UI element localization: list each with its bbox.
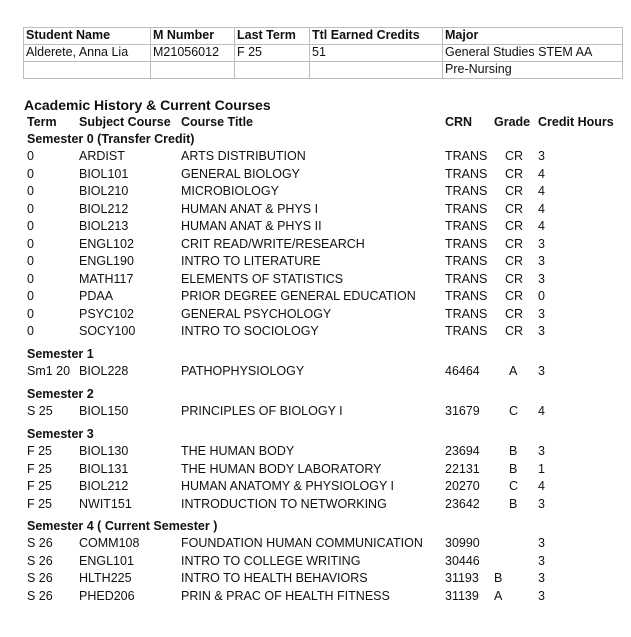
course-code: ARDIST	[79, 149, 125, 163]
col-student-name: Student Name	[26, 28, 111, 42]
course-credit-hours: 4	[538, 166, 545, 181]
course-row	[0, 167, 631, 184]
semester-heading: Semester 2	[27, 387, 94, 401]
course-term: 0	[27, 254, 34, 268]
col-subject-course: Subject Course	[79, 115, 171, 129]
course-grade: CR	[505, 271, 524, 286]
col-crn: CRN	[445, 115, 473, 129]
col-term: Term	[27, 115, 57, 129]
course-credit-hours: 3	[538, 536, 545, 550]
course-row	[0, 307, 631, 324]
course-grade: B	[494, 571, 503, 585]
course-crn: 23642	[445, 496, 480, 511]
last-term-value: F 25	[237, 45, 263, 59]
course-row	[0, 462, 631, 479]
course-title: HUMAN ANATOMY & PHYSIOLOGY I	[181, 479, 395, 493]
col-major: Major	[445, 28, 479, 42]
course-term: S 25	[27, 404, 53, 418]
course-row	[0, 554, 631, 571]
course-title: PRINCIPLES OF BIOLOGY I	[181, 404, 343, 418]
course-code: BIOL213	[79, 219, 129, 233]
course-title: FOUNDATION HUMAN COMMUNICATION	[181, 536, 423, 550]
course-credit-hours: 3	[538, 149, 545, 163]
course-term: 0	[27, 149, 34, 163]
course-credit-hours: 3	[538, 444, 545, 458]
course-crn: 23694	[445, 444, 480, 458]
ttl-credits-value: 51	[312, 45, 326, 59]
course-term: 0	[27, 306, 34, 321]
course-credit-hours: 0	[538, 289, 545, 303]
course-crn: TRANS	[445, 254, 488, 268]
course-term: F 25	[27, 496, 53, 511]
course-grade: CR	[505, 236, 524, 251]
course-grade: CR	[505, 166, 524, 181]
course-grade: CR	[505, 219, 524, 233]
course-crn: 30446	[445, 553, 480, 568]
course-code: PHED206	[79, 588, 135, 603]
course-crn: TRANS	[445, 289, 488, 303]
course-code: NWIT151	[79, 496, 132, 511]
course-term: S 26	[27, 571, 53, 585]
course-title: INTRO TO LITERATURE	[181, 254, 321, 268]
course-grade: CR	[505, 289, 524, 303]
course-row	[0, 254, 631, 271]
course-crn: 31139	[445, 588, 479, 603]
course-code: MATH117	[79, 271, 134, 286]
course-term: Sm1 20	[27, 364, 71, 378]
m-number-value: M21056012	[153, 45, 220, 59]
course-row	[0, 364, 631, 381]
course-credit-hours: 3	[538, 254, 545, 268]
course-code: PSYC102	[79, 306, 134, 321]
course-row	[0, 219, 631, 236]
course-code: BIOL228	[79, 364, 129, 378]
course-crn: TRANS	[445, 166, 488, 181]
course-crn: TRANS	[445, 201, 488, 216]
course-title: CRIT READ/WRITE/RESEARCH	[181, 236, 365, 251]
semester-heading: Semester 4 ( Current Semester )	[27, 519, 218, 533]
course-grade: C	[509, 479, 519, 493]
course-title: ARTS DISTRIBUTION	[181, 149, 306, 163]
course-crn: TRANS	[445, 149, 488, 163]
course-grade: A	[494, 588, 503, 603]
course-row	[0, 536, 631, 553]
course-row	[0, 444, 631, 461]
course-row	[0, 202, 631, 219]
course-row	[0, 497, 631, 514]
course-code: BIOL212	[79, 201, 129, 216]
course-crn: TRANS	[445, 271, 488, 286]
course-credit-hours: 3	[538, 236, 545, 251]
course-grade: CR	[505, 254, 524, 268]
course-crn: TRANS	[445, 219, 488, 233]
course-credit-hours: 3	[538, 306, 545, 321]
course-term: 0	[27, 219, 34, 233]
course-crn: TRANS	[445, 324, 488, 338]
course-code: ENGL101	[79, 553, 134, 568]
course-crn: TRANS	[445, 306, 488, 321]
course-term: F 25	[27, 461, 53, 476]
course-credit-hours: 4	[538, 184, 545, 198]
course-credit-hours: 3	[538, 364, 545, 378]
course-code: BIOL130	[79, 444, 129, 458]
course-row	[0, 237, 631, 254]
major-value-secondary: Pre-Nursing	[445, 62, 512, 76]
course-grade: C	[509, 404, 519, 418]
course-code: HLTH225	[79, 571, 132, 585]
course-term: F 25	[27, 479, 53, 493]
course-row	[0, 289, 631, 306]
course-row	[0, 589, 631, 606]
course-row	[0, 184, 631, 201]
course-code: SOCY100	[79, 324, 136, 338]
course-term: 0	[27, 184, 34, 198]
course-title: ELEMENTS OF STATISTICS	[181, 271, 344, 286]
course-crn: TRANS	[445, 236, 488, 251]
course-term: 0	[27, 236, 34, 251]
course-grade: CR	[505, 201, 524, 216]
course-grade: CR	[505, 324, 524, 338]
col-credit-hours: Credit Hours	[538, 115, 614, 129]
course-code: BIOL101	[79, 166, 129, 181]
course-grade: B	[509, 496, 518, 511]
course-crn: TRANS	[445, 184, 488, 198]
student-name-value: Alderete, Anna Lia	[26, 45, 129, 59]
course-title: INTRO TO HEALTH BEHAVIORS	[181, 571, 368, 585]
course-credit-hours: 3	[538, 324, 545, 338]
course-row	[0, 149, 631, 166]
course-credit-hours: 4	[538, 479, 545, 493]
course-code: BIOL212	[79, 479, 129, 493]
course-term: 0	[27, 166, 34, 181]
course-title: THE HUMAN BODY	[181, 444, 295, 458]
course-term: 0	[27, 324, 34, 338]
semester-heading: Semester 3	[27, 427, 94, 441]
course-row	[0, 479, 631, 496]
course-title: THE HUMAN BODY LABORATORY	[181, 461, 382, 476]
course-title: HUMAN ANAT & PHYS II	[181, 219, 322, 233]
course-grade: CR	[505, 184, 524, 198]
course-code: BIOL210	[79, 184, 129, 198]
course-row	[0, 404, 631, 421]
course-credit-hours: 4	[538, 219, 545, 233]
course-term: 0	[27, 271, 34, 286]
course-grade: B	[509, 444, 518, 458]
course-credit-hours: 3	[538, 571, 545, 585]
course-code: ENGL102	[79, 236, 134, 251]
course-row	[0, 324, 631, 341]
course-credit-hours: 3	[538, 271, 545, 286]
course-title: INTRODUCTION TO NETWORKING	[181, 496, 387, 511]
course-title: HUMAN ANAT & PHYS I	[181, 201, 319, 216]
semester-heading: Semester 1	[27, 347, 94, 361]
course-credit-hours: 3	[538, 588, 545, 603]
major-value: General Studies STEM AA	[445, 45, 593, 59]
section-title: Academic History & Current Courses	[24, 97, 271, 113]
col-last-term: Last Term	[237, 28, 296, 42]
col-ttl-earned-credits: Ttl Earned Credits	[312, 28, 420, 42]
course-title: GENERAL BIOLOGY	[181, 166, 301, 181]
course-code: PDAA	[79, 289, 114, 303]
course-credit-hours: 1	[538, 461, 545, 476]
course-crn: 22131	[445, 461, 480, 476]
col-grade: Grade	[494, 115, 531, 129]
course-credit-hours: 3	[538, 496, 545, 511]
course-title: MICROBIOLOGY	[181, 184, 279, 198]
course-row	[0, 571, 631, 588]
course-title: INTRO TO COLLEGE WRITING	[181, 553, 361, 568]
course-title: PRIN & PRAC OF HEALTH FITNESS	[181, 588, 390, 603]
course-term: 0	[27, 289, 34, 303]
course-title: PATHOPHYSIOLOGY	[181, 364, 305, 378]
course-grade: A	[509, 364, 518, 378]
course-credit-hours: 4	[538, 201, 545, 216]
course-title: PRIOR DEGREE GENERAL EDUCATION	[181, 289, 416, 303]
course-crn: 20270	[445, 479, 480, 493]
course-term: 0	[27, 201, 34, 216]
course-grade: CR	[505, 149, 524, 163]
course-term: S 26	[27, 553, 53, 568]
course-code: COMM108	[79, 536, 140, 550]
course-code: ENGL190	[79, 254, 134, 268]
course-crn: 31193	[445, 571, 479, 585]
course-credit-hours: 4	[538, 404, 545, 418]
course-code: BIOL131	[79, 461, 129, 476]
course-term: F 25	[27, 444, 53, 458]
course-credit-hours: 3	[538, 553, 545, 568]
course-crn: 30990	[445, 536, 480, 550]
course-crn: 31679	[445, 404, 480, 418]
course-title: GENERAL PSYCHOLOGY	[181, 306, 332, 321]
course-term: S 26	[27, 588, 53, 603]
course-grade: CR	[505, 306, 524, 321]
student-info-table	[23, 27, 623, 79]
semester-heading: Semester 0 (Transfer Credit)	[27, 132, 195, 146]
course-row	[0, 272, 631, 289]
course-title: INTRO TO SOCIOLOGY	[181, 324, 319, 338]
course-grade: B	[509, 461, 518, 476]
col-m-number: M Number	[153, 28, 215, 42]
col-course-title: Course Title	[181, 115, 254, 129]
course-code: BIOL150	[79, 404, 129, 418]
course-crn: 46464	[445, 364, 480, 378]
course-term: S 26	[27, 536, 53, 550]
